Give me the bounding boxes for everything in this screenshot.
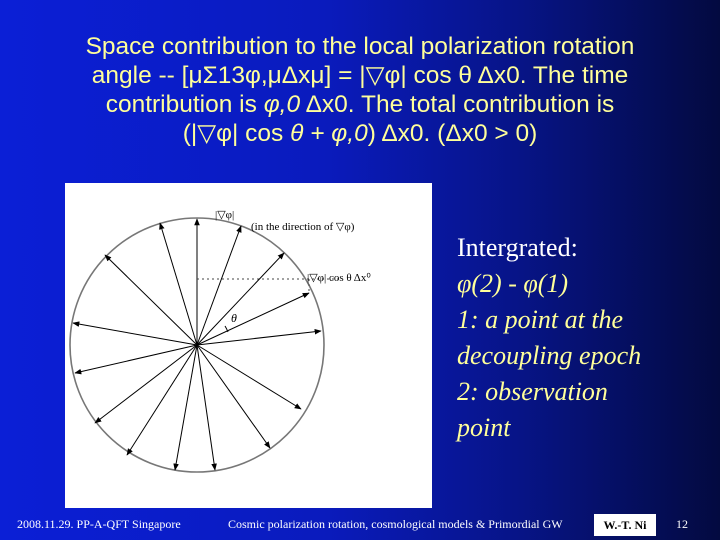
footer-author: W.-T. Ni: [594, 514, 656, 536]
radial-arrow: [197, 345, 301, 409]
radial-arrow: [197, 345, 215, 470]
side-text-line: 2: observation: [457, 377, 608, 406]
radial-arrow: [197, 331, 321, 345]
footer-talk-title: Cosmic polarization rotation, cosmological models & Primordial GW: [228, 517, 563, 531]
title-line-3-b: Δx0. The total contribution is: [300, 91, 615, 118]
side-text-line: point: [457, 413, 511, 442]
title-line-3-a: contribution is: [105, 91, 264, 118]
slide-title: [20, 32, 700, 148]
footer-date-venue: 2008.11.29. PP-A-QFT Singapore: [17, 517, 181, 531]
side-text-line: φ(2) - φ(1): [457, 269, 569, 298]
integrated-heading: Intergrated:: [457, 233, 578, 262]
side-text-line: decoupling epoch: [457, 341, 642, 370]
theta-label: θ: [231, 311, 237, 325]
title-line-2: angle -- [μΣ13φ,μΔxμ] = |▽φ| cos θ Δx0. The time: [91, 62, 629, 89]
diagram-svg: [65, 183, 432, 508]
radial-arrow: [127, 345, 197, 455]
side-text-line: 1: a point at the: [457, 305, 624, 334]
projection-label: |▽φ| cos θ Δx⁰: [307, 272, 371, 284]
direction-label: (in the direction of ▽φ): [251, 221, 355, 233]
title-line-4: [20, 119, 700, 148]
radial-arrow: [175, 345, 197, 470]
polarization-diagram: [65, 183, 432, 508]
title-line-3: [20, 90, 700, 119]
title-line-1: Space contribution to the local polarization rotation: [85, 33, 635, 60]
title-line-3-italic: φ,0: [263, 91, 301, 118]
side-text: [457, 230, 717, 446]
page-number: 12: [676, 517, 688, 531]
radial-arrow: [197, 253, 284, 345]
title-line-4-a: (|▽φ| cos: [182, 120, 291, 147]
title-line-4-b: ) Δx0. (Δx0 > 0): [367, 120, 538, 147]
gradient-label: |▽φ|: [215, 209, 235, 221]
radial-arrow: [197, 345, 270, 448]
title-line-4-italic: θ + φ,0: [290, 120, 368, 147]
